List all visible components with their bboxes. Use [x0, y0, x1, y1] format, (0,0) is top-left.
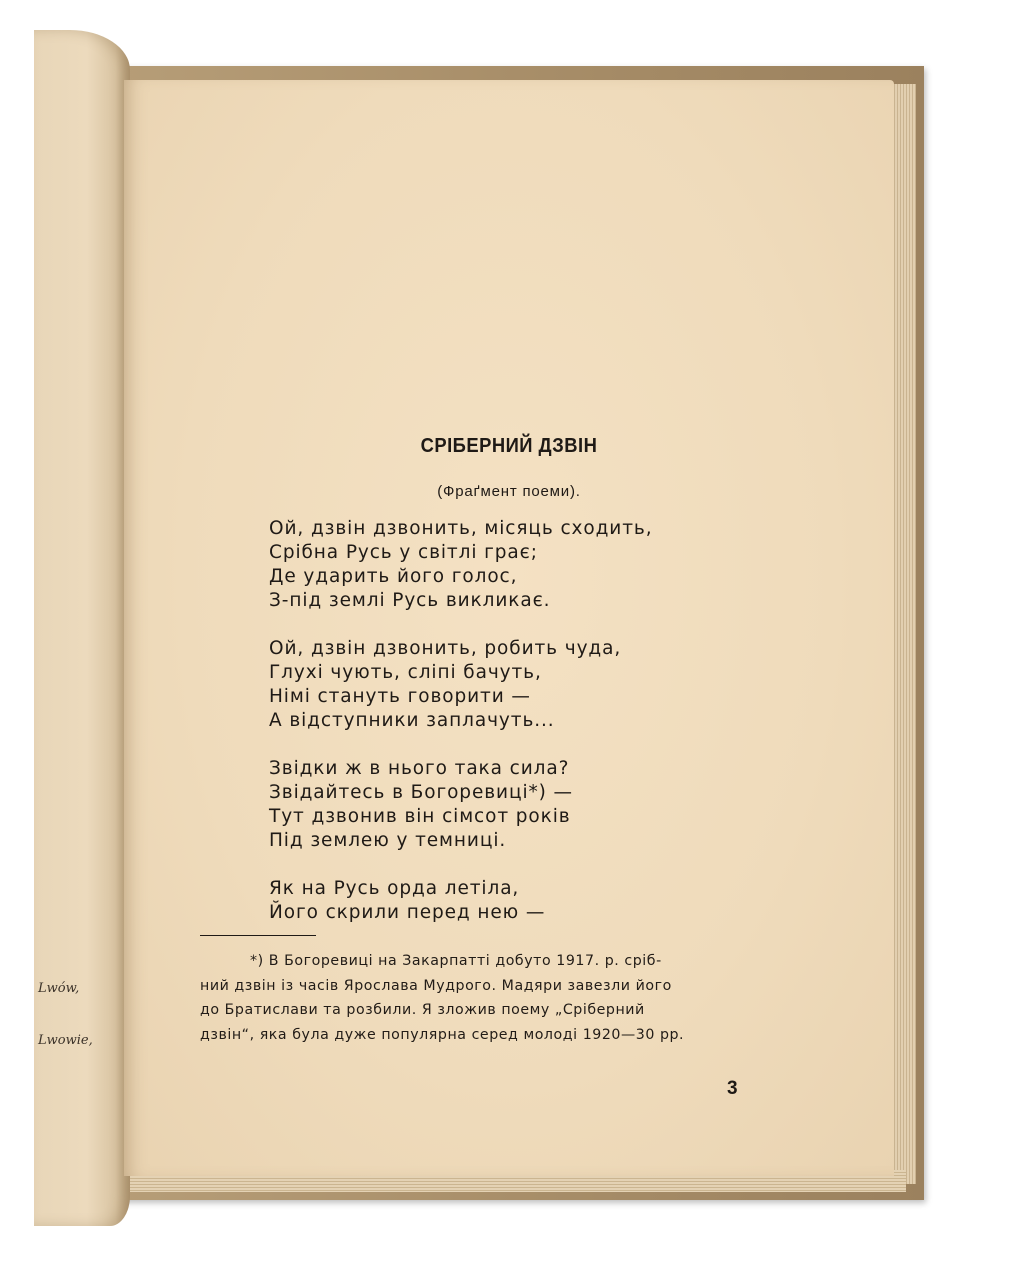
- poem-line: З-під землі Русь викликає.: [269, 590, 551, 611]
- poem-line: Тут дзвонив він сімсот років: [269, 806, 571, 827]
- poem-stanza: [269, 517, 653, 613]
- poem-line: Німі стануть говорити —: [269, 686, 531, 707]
- right-page: [124, 80, 894, 1176]
- poem-line: Срібна Русь у світлі грає;: [269, 542, 538, 563]
- poem-line: Де ударить його голос,: [269, 566, 518, 587]
- left-facing-page: [34, 30, 130, 1226]
- footnote-divider: [200, 935, 316, 936]
- poem-line: Під землею у темниці.: [269, 830, 507, 851]
- poem-line: Глухі чують, сліпі бачуть,: [269, 662, 542, 683]
- poem-line: Як на Русь орда летіла,: [269, 878, 520, 899]
- poem-body: [269, 517, 653, 925]
- poem-title: СРІБЕРНИЙ ДЗВІН: [420, 435, 598, 457]
- left-page-text-fragment: Lwowie,: [38, 1033, 93, 1048]
- poem-stanza: [269, 757, 653, 853]
- page-number: 3: [727, 1078, 738, 1099]
- footnote-line: дзвін“, яка була дуже популярна серед молоді 1920—30 рр.: [200, 1026, 685, 1043]
- poem-line: А відступники заплачуть...: [269, 710, 555, 731]
- left-page-text-fragment: Lwów,: [38, 981, 80, 996]
- footnote-line: до Братислави та розбили. Я зложив поему „Сріберний: [200, 1002, 645, 1018]
- poem-line: Звідки ж в нього така сила?: [269, 758, 570, 779]
- poem-stanza: [269, 637, 653, 733]
- poem-line: Його скрили перед нею —: [269, 902, 546, 923]
- poem-line: Звідайтесь в Богоревиці*) —: [269, 782, 573, 803]
- page-text-block: [124, 80, 894, 1176]
- footnote-line: *) В Богоревиці на Закарпатті добуто 1917. р. сріб-: [250, 953, 662, 969]
- footnote-line: ний дзвін із часів Ярослава Мудрого. Мадяри завезли його: [200, 977, 672, 994]
- poem-subtitle: (Фраґмент поеми).: [437, 483, 581, 500]
- footnote: [200, 949, 742, 1047]
- poem-line: Ой, дзвін дзвонить, місяць сходить,: [269, 518, 653, 539]
- poem-stanza: [269, 877, 653, 925]
- poem-line: Ой, дзвін дзвонить, робить чуда,: [269, 638, 622, 659]
